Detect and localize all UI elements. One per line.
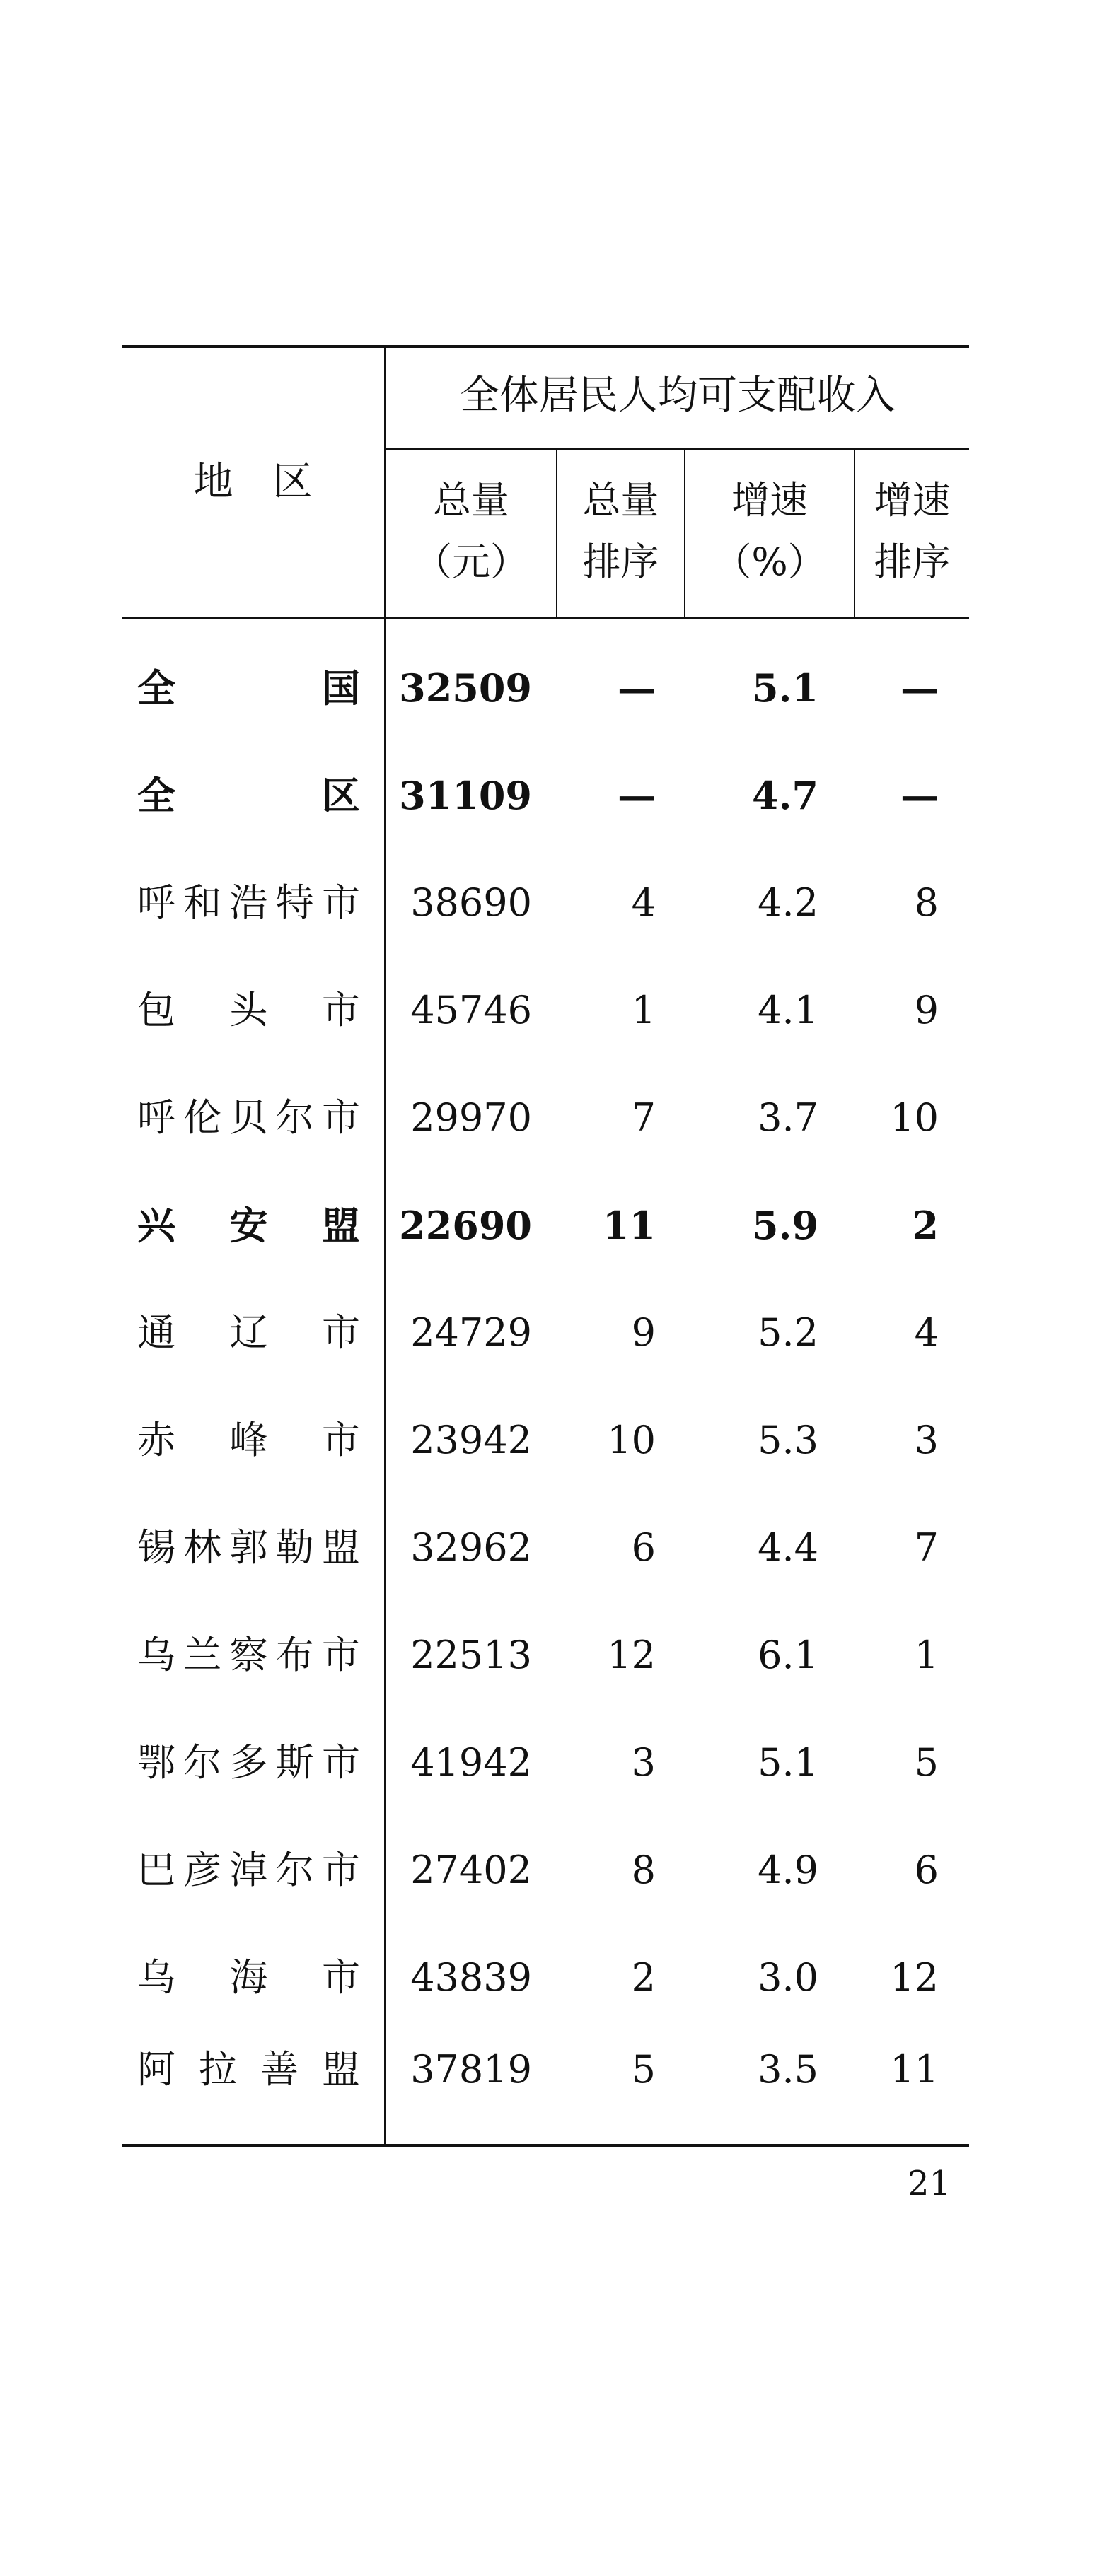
cell-total: 27402 (410, 1848, 532, 1892)
region-name-char: 市 (322, 1740, 360, 1785)
region-name-char: 彦 (183, 1848, 222, 1892)
region-name-char: 辽 (229, 1310, 268, 1355)
cell-growth-rank: 1 (914, 1633, 939, 1677)
cell-total: 22690 (399, 1203, 532, 1248)
cell-growth: 5.1 (752, 665, 818, 711)
cell-total-rank: 1 (631, 988, 656, 1032)
region-name (137, 1203, 360, 1248)
cell-growth: 5.2 (758, 1310, 818, 1355)
region-name-char: 乌 (137, 1955, 175, 2000)
cell-growth: 5.9 (752, 1203, 818, 1248)
region-name (137, 773, 360, 818)
region-name-char: 市 (322, 988, 360, 1032)
cell-growth: 5.3 (758, 1418, 818, 1462)
cell-total-rank: — (618, 665, 656, 711)
cell-growth: 4.4 (758, 1525, 818, 1570)
region-name-char: 盟 (322, 2047, 360, 2092)
region-name-char: 尔 (183, 1740, 222, 1785)
cell-total: 32962 (410, 1525, 532, 1570)
cell-total: 23942 (410, 1418, 532, 1462)
region-header: 地 区 (193, 459, 313, 505)
header-total-rank: 总量 排序 (582, 478, 659, 585)
cell-total: 22513 (410, 1633, 532, 1677)
cell-total-rank: 12 (607, 1633, 656, 1677)
region-name-char: 安 (229, 1203, 268, 1248)
region-name (137, 1633, 360, 1677)
region-name (137, 1095, 360, 1140)
region-name (137, 1955, 360, 2000)
region-name (137, 1848, 360, 1892)
region-name-char: 通 (137, 1310, 175, 1355)
region-name-char: 浩 (229, 880, 268, 925)
region-name-char: 全 (137, 665, 175, 711)
region-name-char: 巴 (137, 1848, 175, 1892)
cell-growth: 5.1 (758, 1740, 818, 1785)
region-name-char: 兴 (137, 1203, 175, 1248)
region-name-char: 勒 (275, 1525, 314, 1570)
cell-growth: 4.7 (752, 773, 818, 818)
region-name (137, 988, 360, 1032)
cell-total: 41942 (410, 1740, 532, 1785)
region-name-char: 和 (183, 880, 222, 925)
cell-total-rank: — (618, 773, 656, 818)
cell-total: 24729 (410, 1310, 532, 1355)
region-name-char: 包 (137, 988, 175, 1032)
cell-total-rank: 4 (631, 880, 656, 925)
cell-growth-rank: 7 (914, 1525, 939, 1570)
cell-total: 45746 (410, 988, 532, 1032)
region-name (137, 1310, 360, 1355)
region-name (137, 665, 360, 711)
region-name-char: 海 (229, 1955, 268, 2000)
cell-total: 43839 (410, 1955, 532, 2000)
group-header-rule (386, 448, 969, 450)
cell-total-rank: 7 (631, 1095, 656, 1140)
cell-growth: 4.9 (758, 1848, 818, 1892)
cell-growth-rank: 2 (912, 1203, 939, 1248)
cell-total: 31109 (399, 773, 532, 818)
region-name-char: 市 (322, 880, 360, 925)
region-name-char: 呼 (137, 880, 175, 925)
region-name-char: 拉 (199, 2047, 237, 2092)
region-name-char: 区 (322, 773, 360, 818)
page-number: 21 (908, 2164, 951, 2203)
region-name-char: 盟 (322, 1203, 360, 1248)
cell-total: 38690 (410, 880, 532, 925)
cell-growth-rank: 6 (914, 1848, 939, 1892)
income-table (122, 345, 969, 2169)
cell-growth-rank: 12 (890, 1955, 939, 2000)
cell-total: 29970 (410, 1095, 532, 1140)
cell-growth-rank: 8 (914, 880, 939, 925)
region-name-char: 阿 (137, 2047, 175, 2092)
cell-total-rank: 3 (631, 1740, 656, 1785)
region-name-char: 布 (275, 1633, 314, 1677)
region-name-char: 市 (322, 1955, 360, 2000)
region-name-char: 兰 (183, 1633, 222, 1677)
cell-total-rank: 2 (631, 1955, 656, 2000)
cell-growth: 3.5 (758, 2047, 818, 2092)
region-name-char: 全 (137, 773, 175, 818)
region-name-char: 市 (322, 1418, 360, 1462)
bottom-rule (122, 2144, 969, 2147)
region-name (137, 1740, 360, 1785)
header-growth-rank: 增速 排序 (874, 478, 951, 585)
region-name-char: 鄂 (137, 1740, 175, 1785)
region-name-char: 多 (229, 1740, 268, 1785)
region-name-char: 头 (229, 988, 268, 1032)
region-name (137, 2047, 360, 2092)
top-rule (122, 345, 969, 348)
region-name-char: 林 (183, 1525, 222, 1570)
cell-growth-rank: 4 (914, 1310, 939, 1355)
cell-growth-rank: 10 (890, 1095, 939, 1140)
cell-growth-rank: 5 (914, 1740, 939, 1785)
cell-total: 32509 (399, 665, 532, 711)
cell-growth-rank: — (900, 665, 939, 711)
region-name-char: 淖 (229, 1848, 268, 1892)
region-name-char: 乌 (137, 1633, 175, 1677)
cell-total-rank: 8 (631, 1848, 656, 1892)
region-name-char: 察 (229, 1633, 268, 1677)
group-title: 全体居民人均可支配收入 (460, 373, 896, 419)
region-name-char: 善 (260, 2047, 299, 2092)
header-growth: 增速 （%） (713, 478, 826, 585)
region-name-char: 呼 (137, 1095, 175, 1140)
region-name-char: 市 (322, 1848, 360, 1892)
cell-growth: 4.2 (758, 880, 818, 925)
cell-growth: 3.0 (758, 1955, 818, 2000)
cell-growth: 4.1 (758, 988, 818, 1032)
region-name-char: 赤 (137, 1418, 175, 1462)
cell-total-rank: 9 (631, 1310, 656, 1355)
region-name-char: 贝 (229, 1095, 268, 1140)
region-name-char: 峰 (229, 1418, 268, 1462)
region-name-char: 盟 (322, 1525, 360, 1570)
cell-growth-rank: 11 (890, 2047, 939, 2092)
cell-growth-rank: 9 (914, 988, 939, 1032)
region-name (137, 1418, 360, 1462)
cell-total-rank: 10 (607, 1418, 656, 1462)
region-name-char: 锡 (137, 1525, 175, 1570)
cell-total-rank: 5 (631, 2047, 656, 2092)
cell-growth-rank: 3 (914, 1418, 939, 1462)
region-name (137, 1525, 360, 1570)
cell-total-rank: 6 (631, 1525, 656, 1570)
region-name-char: 特 (275, 880, 314, 925)
header-total: 总量 （元） (414, 478, 528, 585)
region-name-char: 伦 (183, 1095, 222, 1140)
region-name-char: 斯 (275, 1740, 314, 1785)
cell-total-rank: 11 (602, 1203, 656, 1248)
cell-growth: 3.7 (758, 1095, 818, 1140)
region-name-char: 尔 (275, 1095, 314, 1140)
region-name-char: 市 (322, 1633, 360, 1677)
cell-growth-rank: — (900, 773, 939, 818)
region-name-char: 尔 (275, 1848, 314, 1892)
cell-growth: 6.1 (758, 1633, 818, 1677)
region-name (137, 880, 360, 925)
region-name-char: 市 (322, 1095, 360, 1140)
region-name-char: 郭 (229, 1525, 268, 1570)
region-name-char: 市 (322, 1310, 360, 1355)
region-name-char: 国 (322, 665, 360, 711)
header-bottom-rule (122, 617, 969, 619)
cell-total: 37819 (410, 2047, 532, 2092)
